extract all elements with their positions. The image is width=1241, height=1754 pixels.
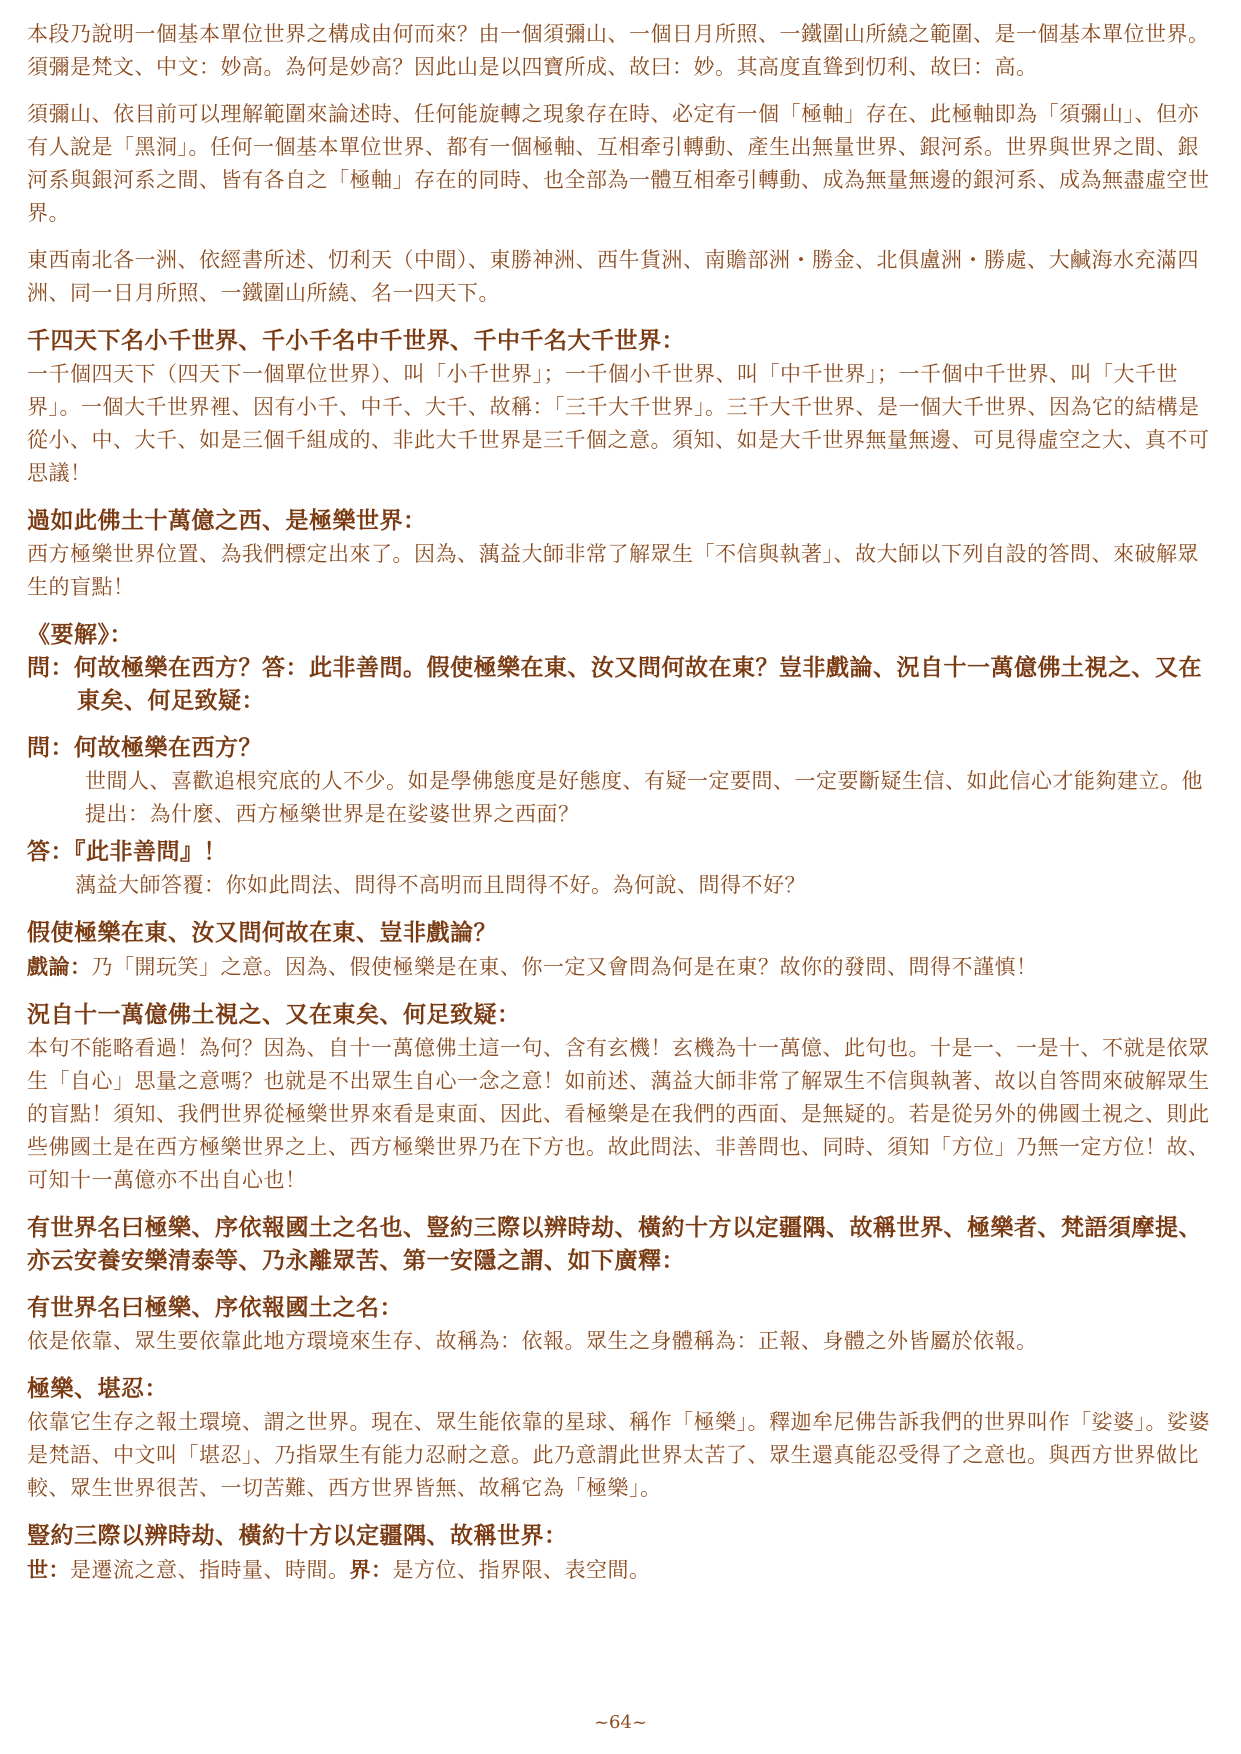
label-shi: 世： [27,1557,70,1582]
paragraph-time-space [27,1553,1215,1587]
heading-yibao: 有世界名曰極樂、序依報國土之名： [27,1294,403,1321]
paragraph-answer: 蕅益大師答覆：你如此問法、問得不高明而且問得不好。為何說、問得不好？ [75,873,806,897]
paragraph-axis: 須彌山、依目前可以理解範圍來論述時、任何能旋轉之現象存在時、必定有一個「極軸」存在、此極軸即為「須彌山」、但亦有人說是「黑洞」。任何一個基本單位世界、都有一個極軸、互相牽引轉動、產生出無量世界、銀河系。世界與世界之間、銀河系與銀河系之間、皆有各自之「極軸」存在的同時、也全部為一體互相牽引轉動、成為無量無邊的銀河系、成為無盡虛空世界。 [27,102,1210,225]
paragraph-yibao: 依是依靠、眾生要依靠此地方環境來生存、故稱為：依報。眾生之身體稱為：正報、身體之外皆屬於依報。 [27,1329,1038,1353]
paragraph-jile-kanren: 依靠它生存之報土環境、謂之世界。現在、眾生能依靠的星球、稱作「極樂」。釋迦牟尼佛告訴我們的世界叫作「娑婆」。娑婆是梵語、中文叫「堪忍」、乃指眾生有能力忍耐之意。此乃意謂此世界太苦了、眾生還真能忍受得了之意也。與西方世界做比較、眾生世界很苦、一切苦難、西方世界皆無、故稱它為「極樂」。 [27,1410,1210,1500]
heading-west-land: 過如此佛土十萬億之西、是極樂世界： [27,507,427,534]
label-xilun: 戲論： [27,954,92,979]
paragraph-four-continents: 東西南北各一洲、依經書所述、忉利天（中間）、東勝神洲、西牛貨洲、南贍部洲・勝金、北俱盧洲・勝處、大鹹海水充滿四洲、同一日月所照、一鐵圍山所繞、名一四天下。 [27,248,1199,305]
text-jie: 是方位、指界限、表空間。 [392,1558,651,1582]
heading-east: 假使極樂在東、汝又問何故在東、豈非戲論？ [27,919,497,946]
heading-question: 問：何故極樂在西方？ [27,734,262,761]
paragraph-west-land: 西方極樂世界位置、為我們標定出來了。因為、蕅益大師非常了解眾生「不信與執著」、故大師以下列自設的答問、來破解眾生的盲點！ [27,542,1199,599]
paragraph-sumeru-intro: 本段乃說明一個基本單位世界之構成由何而來？由一個須彌山、一個日月所照、一鐵圍山所繞之範圍、是一個基本單位世界。須彌是梵文、中文：妙高。為何是妙高？因此山是以四寶所成、故曰：妙。其高度直聳到忉利、故曰：高。 [27,22,1210,79]
heading-world-named: 有世界名曰極樂、序依報國土之名也、豎約三際以辨時劫、橫約十方以定疆隅、故稱世界、極樂者、梵語須摩提、亦云安養安樂清泰等、乃永離眾苦、第一安隱之謂、如下廣釋： [27,1214,1202,1274]
paragraph-question: 世間人、喜歡追根究底的人不少。如是學佛態度是好態度、有疑一定要問、一定要斷疑生信、如此信心才能夠建立。他提出：為什麼、西方極樂世界是在娑婆世界之西面？ [85,769,1203,826]
paragraph-xilun [27,950,1215,984]
heading-answer: 答：『此非善問』！ [27,838,227,865]
paragraph-thousand-worlds: 一千個四天下（四天下一個單位世界）、叫「小千世界」；一千個小千世界、叫「中千世界」；一千個中千世界、叫「大千世界」。一個大千世界裡、因有小千、中千、大千、故稱：「三千大千世界」。三千大千世界、是一個大千世界、因為它的結構是從小、中、大千、如是三個千組成的、非此大千世界是三千個之意。須知、如是大千世界無量無邊、可見得虛空之大、真不可思議！ [27,362,1210,485]
heading-eleven-trillion: 況自十一萬億佛土視之、又在東矣、何足致疑： [27,1001,521,1028]
label-jie: 界： [349,1557,393,1582]
heading-thousand-worlds: 千四天下名小千世界、千小千名中千世界、千中千名大千世界： [27,327,685,354]
heading-question-answer: 問：何故極樂在西方？答：此非善問。假使極樂在東、汝又問何故在東？豈非戲論、況自十一萬億佛土視之、又在東矣、何足致疑： [27,654,1202,714]
heading-yaojie: 《要解》： [27,621,133,648]
page-number: ~64~ [593,1712,648,1733]
text-xilun: 乃「開玩笑」之意。因為、假使極樂是在東、你一定又會問為何是在東？故你的發問、問得不謹慎！ [91,955,1038,979]
heading-jile-kanren: 極樂、堪忍： [27,1375,168,1402]
paragraph-eleven-trillion: 本句不能略看過！為何？因為、自十一萬億佛土這一句、含有玄機！玄機為十一萬億、此句也。十是一、一是十、不就是依眾生「自心」思量之意嗎？也就是不出眾生自心一念之意！如前述、蕅益大師非常了解眾生不信與執著、故以自答問來破解眾生的盲點！須知、我們世界從極樂世界來看是東面、因此、看極樂是在我們的西面、是無疑的。若是從另外的佛國土視之、則此些佛國土是在西方極樂世界之上、西方極樂世界乃在下方也。故此問法、非善問也、同時、須知「方位」乃無一定方位！故、可知十一萬億亦不出自心也！ [27,1036,1210,1192]
text-shi: 是遷流之意、指時量、時間。 [70,1558,350,1582]
heading-time-space: 豎約三際以辨時劫、橫約十方以定疆隅、故稱世界： [27,1522,568,1549]
